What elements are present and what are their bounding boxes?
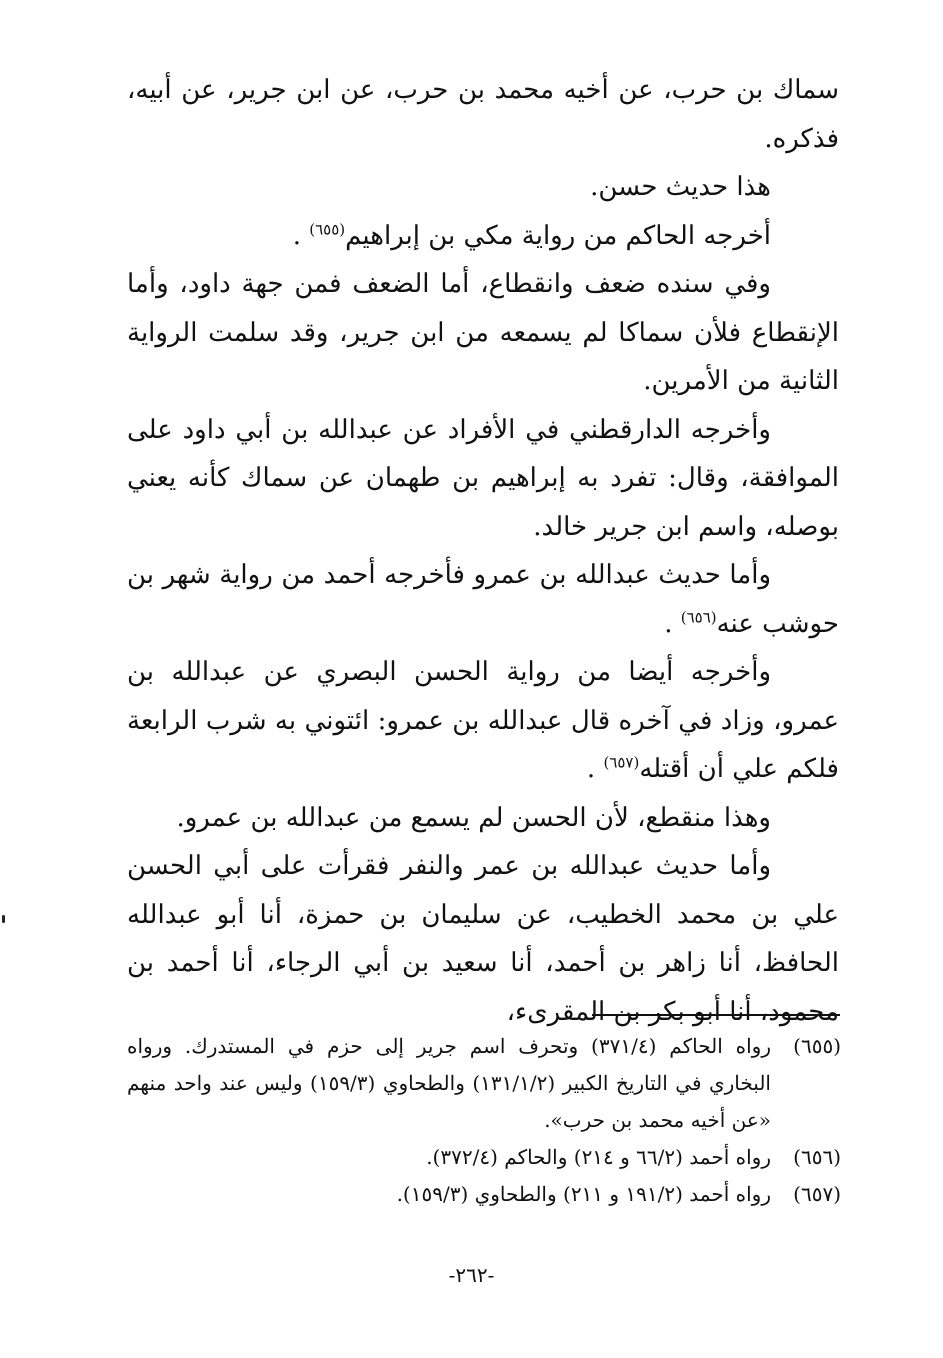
footnote-ref-655: (٦٥٥) bbox=[309, 219, 346, 238]
footnote-number: (٦٥٥) bbox=[793, 1034, 841, 1058]
paragraph-2: هذا حديث حسن. bbox=[590, 172, 771, 202]
footnote-655 bbox=[127, 1028, 841, 1139]
footnote-text: رواه أحمد (٦٦/٢ و ٢١٤) والحاكم (٣٧٢/٤). bbox=[426, 1145, 771, 1169]
footnote-ref-656: (٦٥٦) bbox=[680, 607, 717, 626]
paragraph-4: وفي سنده ضعف وانقطاع، أما الضعف فمن جهة داود، وأما الإنقطاع فلأن سماكا لم يسمعه من ابن جرير، وقد سلمت الرواية الثانية من الأمرين. bbox=[127, 269, 839, 396]
paragraph-3: أخرجه الحاكم من رواية مكي بن إبراهيم$^{(٦٥٥)}$ . bbox=[292, 219, 771, 251]
margin-mark bbox=[2, 915, 5, 923]
footnote-657 bbox=[127, 1176, 841, 1213]
paragraph-7: وأخرجه أيضا من رواية الحسن البصري عن عبدالله بن عمرو، وزاد في آخره قال عبدالله بن عمرو: ائتوني به شرب الرابعة فلكم علي أن أقتله$^{(٦٥٧)}$ . bbox=[127, 657, 839, 784]
footnote-656 bbox=[127, 1139, 841, 1176]
footnote-ref-657: (٦٥٧) bbox=[603, 753, 640, 772]
paragraph-8: وهذا منقطع، لأن الحسن لم يسمع من عبدالله بن عمرو. bbox=[176, 802, 771, 833]
paragraph-5: وأخرجه الدارقطني في الأفراد عن عبدالله بن أبي داود على الموافقة، وقال: تفرد به إبراهيم بن طهمان عن سماك كأنه يعني بوصله، واسم ابن جرير خالد. bbox=[127, 414, 839, 542]
footnote-text: رواه أحمد (١٩١/٢ و ٢١١) والطحاوي (١٥٩/٣). bbox=[396, 1182, 771, 1206]
footnotes bbox=[127, 1028, 841, 1213]
paragraph-9: وأما حديث عبدالله بن عمر والنفر فقرأت على أبي الحسن علي بن محمد الخطيب، عن سليمان بن حمزة، أنا أبو عبدالله الحافظ، أنا زاهر بن أحمد، أنا سعيد بن أبي الرجاء، أنا أحمد بن محمود، أنا أبو بكر بن المقرىء، bbox=[127, 851, 839, 1027]
footnote-text: رواه الحاكم (٣٧١/٤) وتحرف اسم جرير إلى حزم في المستدرك. ورواه البخاري في التاريخ الكبير (١٣١/١/٢) والطحاوي (١٥٩/٣) وليس عند واحد منهم «عن أخيه محمد بن حرب». bbox=[127, 1034, 771, 1132]
footnote-number: (٦٥٧) bbox=[793, 1182, 841, 1206]
page-number: -٢٦٢- bbox=[448, 1263, 495, 1287]
paragraph-1: سماك بن حرب، عن أخيه محمد بن حرب، عن ابن جرير، عن أبيه، فذكره. bbox=[127, 75, 839, 154]
main-text bbox=[127, 66, 839, 1036]
paragraph-6: وأما حديث عبدالله بن عمرو فأخرجه أحمد من رواية شهر بن حوشب عنه$^{(٦٥٦)}$ . bbox=[127, 560, 839, 639]
footnote-number: (٦٥٦) bbox=[793, 1145, 841, 1169]
footnote-separator bbox=[592, 1014, 840, 1016]
